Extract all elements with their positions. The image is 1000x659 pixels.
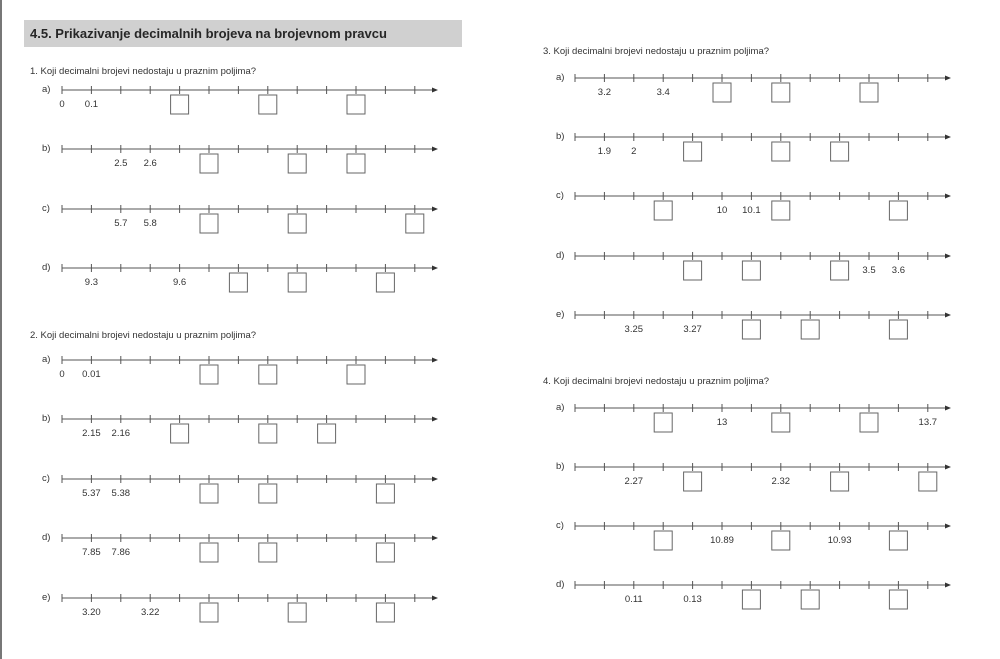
number-line (567, 248, 987, 284)
number-line (567, 307, 987, 343)
arrow-head-icon (432, 88, 438, 93)
row-label: c) (42, 203, 50, 214)
question-2-heading: 2. Koji decimalni brojevi nedostaju u praznim poljima? (30, 330, 257, 341)
answer-box[interactable] (654, 531, 672, 550)
tick-value-label: 10.93 (827, 535, 852, 546)
answer-box[interactable] (801, 590, 819, 609)
arrow-head-icon (432, 266, 438, 271)
tick-value-label: 5.37 (82, 488, 101, 499)
answer-box[interactable] (772, 531, 790, 550)
tick-value-label: 10.89 (710, 535, 734, 546)
tick-value-label: 0.11 (624, 594, 643, 605)
answer-box[interactable] (889, 531, 907, 550)
number-line (54, 260, 474, 296)
tick-value-label: 3.2 (597, 87, 612, 98)
answer-box[interactable] (654, 201, 672, 220)
tick-value-label: 2.27 (624, 476, 644, 487)
number-line (54, 530, 474, 566)
row-label: b) (42, 143, 51, 154)
answer-box[interactable] (376, 603, 394, 622)
tick-value-label: 2.6 (143, 158, 157, 169)
answer-box[interactable] (259, 95, 277, 114)
number-line (54, 471, 474, 507)
answer-box[interactable] (742, 590, 760, 609)
row-label: c) (42, 473, 50, 484)
arrow-head-icon (945, 465, 951, 470)
tick-value-label: 2.5 (114, 158, 128, 169)
answer-box[interactable] (919, 472, 937, 491)
answer-box[interactable] (742, 320, 760, 339)
answer-box[interactable] (831, 142, 849, 161)
row-label: a) (556, 402, 565, 413)
answer-box[interactable] (200, 154, 218, 173)
number-line (54, 352, 474, 388)
answer-box[interactable] (684, 142, 702, 161)
row-label: e) (556, 309, 565, 320)
arrow-head-icon (945, 254, 951, 259)
tick-value-label: 10 (716, 205, 728, 216)
arrow-head-icon (432, 536, 438, 541)
answer-box[interactable] (171, 95, 189, 114)
answer-box[interactable] (684, 472, 702, 491)
answer-box[interactable] (200, 603, 218, 622)
answer-box[interactable] (801, 320, 819, 339)
answer-box[interactable] (259, 484, 277, 503)
arrow-head-icon (945, 313, 951, 318)
tick-value-label: 1.9 (597, 146, 612, 157)
answer-box[interactable] (171, 424, 189, 443)
number-line (567, 400, 987, 436)
answer-box[interactable] (684, 261, 702, 280)
number-line (567, 518, 987, 554)
tick-value-label: 5.7 (114, 218, 128, 229)
arrow-head-icon (945, 76, 951, 81)
answer-box[interactable] (200, 365, 218, 384)
answer-box[interactable] (831, 472, 849, 491)
answer-box[interactable] (288, 154, 306, 173)
tick-value-label: 3.20 (82, 607, 101, 618)
question-1-heading: 1. Koji decimalni brojevi nedostaju u praznim poljima? (30, 66, 257, 77)
tick-value-label: 5.38 (111, 488, 131, 499)
answer-box[interactable] (889, 201, 907, 220)
title-bar (24, 20, 462, 47)
row-label: b) (42, 413, 51, 424)
number-line (54, 82, 474, 118)
answer-box[interactable] (860, 413, 878, 432)
question-4-heading: 4. Koji decimalni brojevi nedostaju u praznim poljima? (543, 376, 770, 387)
tick-value-label: 2 (631, 146, 637, 157)
row-label: b) (556, 461, 565, 472)
tick-value-label: 2.15 (82, 428, 101, 439)
answer-box[interactable] (772, 142, 790, 161)
row-label: c) (556, 520, 564, 531)
arrow-head-icon (432, 477, 438, 482)
answer-box[interactable] (259, 424, 277, 443)
number-line (567, 459, 987, 495)
tick-value-label: 0.01 (82, 369, 101, 380)
answer-box[interactable] (288, 273, 306, 292)
arrow-head-icon (945, 583, 951, 588)
number-line (54, 411, 474, 447)
row-label: c) (556, 190, 564, 201)
row-label: d) (42, 262, 51, 273)
answer-box[interactable] (406, 214, 424, 233)
answer-box[interactable] (200, 543, 218, 562)
arrow-head-icon (432, 147, 438, 152)
tick-value-label: 2.16 (111, 428, 131, 439)
number-line (567, 70, 987, 106)
tick-value-label: 7.86 (111, 547, 131, 558)
arrow-head-icon (945, 406, 951, 411)
answer-box[interactable] (200, 484, 218, 503)
arrow-head-icon (945, 194, 951, 199)
answer-box[interactable] (259, 365, 277, 384)
number-line (567, 577, 987, 613)
arrow-head-icon (432, 596, 438, 601)
tick-value-label: 3.5 (862, 265, 876, 276)
tick-value-label: 13 (716, 417, 728, 428)
row-label: e) (42, 592, 51, 603)
answer-box[interactable] (376, 543, 394, 562)
tick-value-label: 9.3 (84, 277, 99, 288)
tick-value-label: 3.22 (140, 607, 160, 618)
number-line (567, 188, 987, 224)
arrow-head-icon (432, 207, 438, 212)
row-label: d) (556, 579, 565, 590)
number-line (54, 201, 474, 237)
answer-box[interactable] (318, 424, 336, 443)
answer-box[interactable] (772, 83, 790, 102)
answer-box[interactable] (772, 201, 790, 220)
answer-box[interactable] (288, 214, 306, 233)
answer-box[interactable] (713, 83, 731, 102)
answer-box[interactable] (259, 543, 277, 562)
page-left-edge (0, 0, 2, 659)
tick-value-label: 9.6 (172, 277, 187, 288)
answer-box[interactable] (889, 590, 907, 609)
row-label: d) (42, 532, 51, 543)
answer-box[interactable] (831, 261, 849, 280)
number-line (567, 129, 987, 165)
tick-value-label: 7.85 (82, 547, 101, 558)
tick-value-label: 3.25 (624, 324, 644, 335)
tick-value-label: 0.1 (84, 99, 99, 110)
tick-value-label: 13.7 (918, 417, 938, 428)
tick-value-label: 0 (59, 369, 65, 380)
answer-box[interactable] (347, 365, 365, 384)
number-line (54, 141, 474, 177)
arrow-head-icon (432, 358, 438, 363)
arrow-head-icon (432, 417, 438, 422)
row-label: a) (42, 84, 51, 95)
question-3-heading: 3. Koji decimalni brojevi nedostaju u praznim poljima? (543, 46, 770, 57)
answer-box[interactable] (229, 273, 247, 292)
row-label: a) (556, 72, 565, 83)
answer-box[interactable] (654, 413, 672, 432)
tick-value-label: 3.4 (656, 87, 670, 98)
answer-box[interactable] (376, 484, 394, 503)
answer-box[interactable] (772, 413, 790, 432)
tick-value-label: 0 (59, 99, 65, 110)
arrow-head-icon (945, 524, 951, 529)
number-line (54, 590, 474, 626)
tick-value-label: 5.8 (143, 218, 157, 229)
answer-box[interactable] (347, 95, 365, 114)
arrow-head-icon (945, 135, 951, 140)
tick-value-label: 0.13 (683, 594, 702, 605)
tick-value-label: 10.1 (742, 205, 761, 216)
row-label: d) (556, 250, 565, 261)
row-label: b) (556, 131, 565, 142)
answer-box[interactable] (376, 273, 394, 292)
page-title: 4.5. Prikazivanje decimalnih brojeva na brojevnom pravcu (30, 26, 387, 41)
answer-box[interactable] (200, 214, 218, 233)
tick-value-label: 3.27 (683, 324, 702, 335)
answer-box[interactable] (860, 83, 878, 102)
tick-value-label: 2.32 (771, 476, 791, 487)
answer-box[interactable] (889, 320, 907, 339)
tick-value-label: 3.6 (891, 265, 906, 276)
answer-box[interactable] (288, 603, 306, 622)
answer-box[interactable] (742, 261, 760, 280)
row-label: a) (42, 354, 51, 365)
answer-box[interactable] (347, 154, 365, 173)
